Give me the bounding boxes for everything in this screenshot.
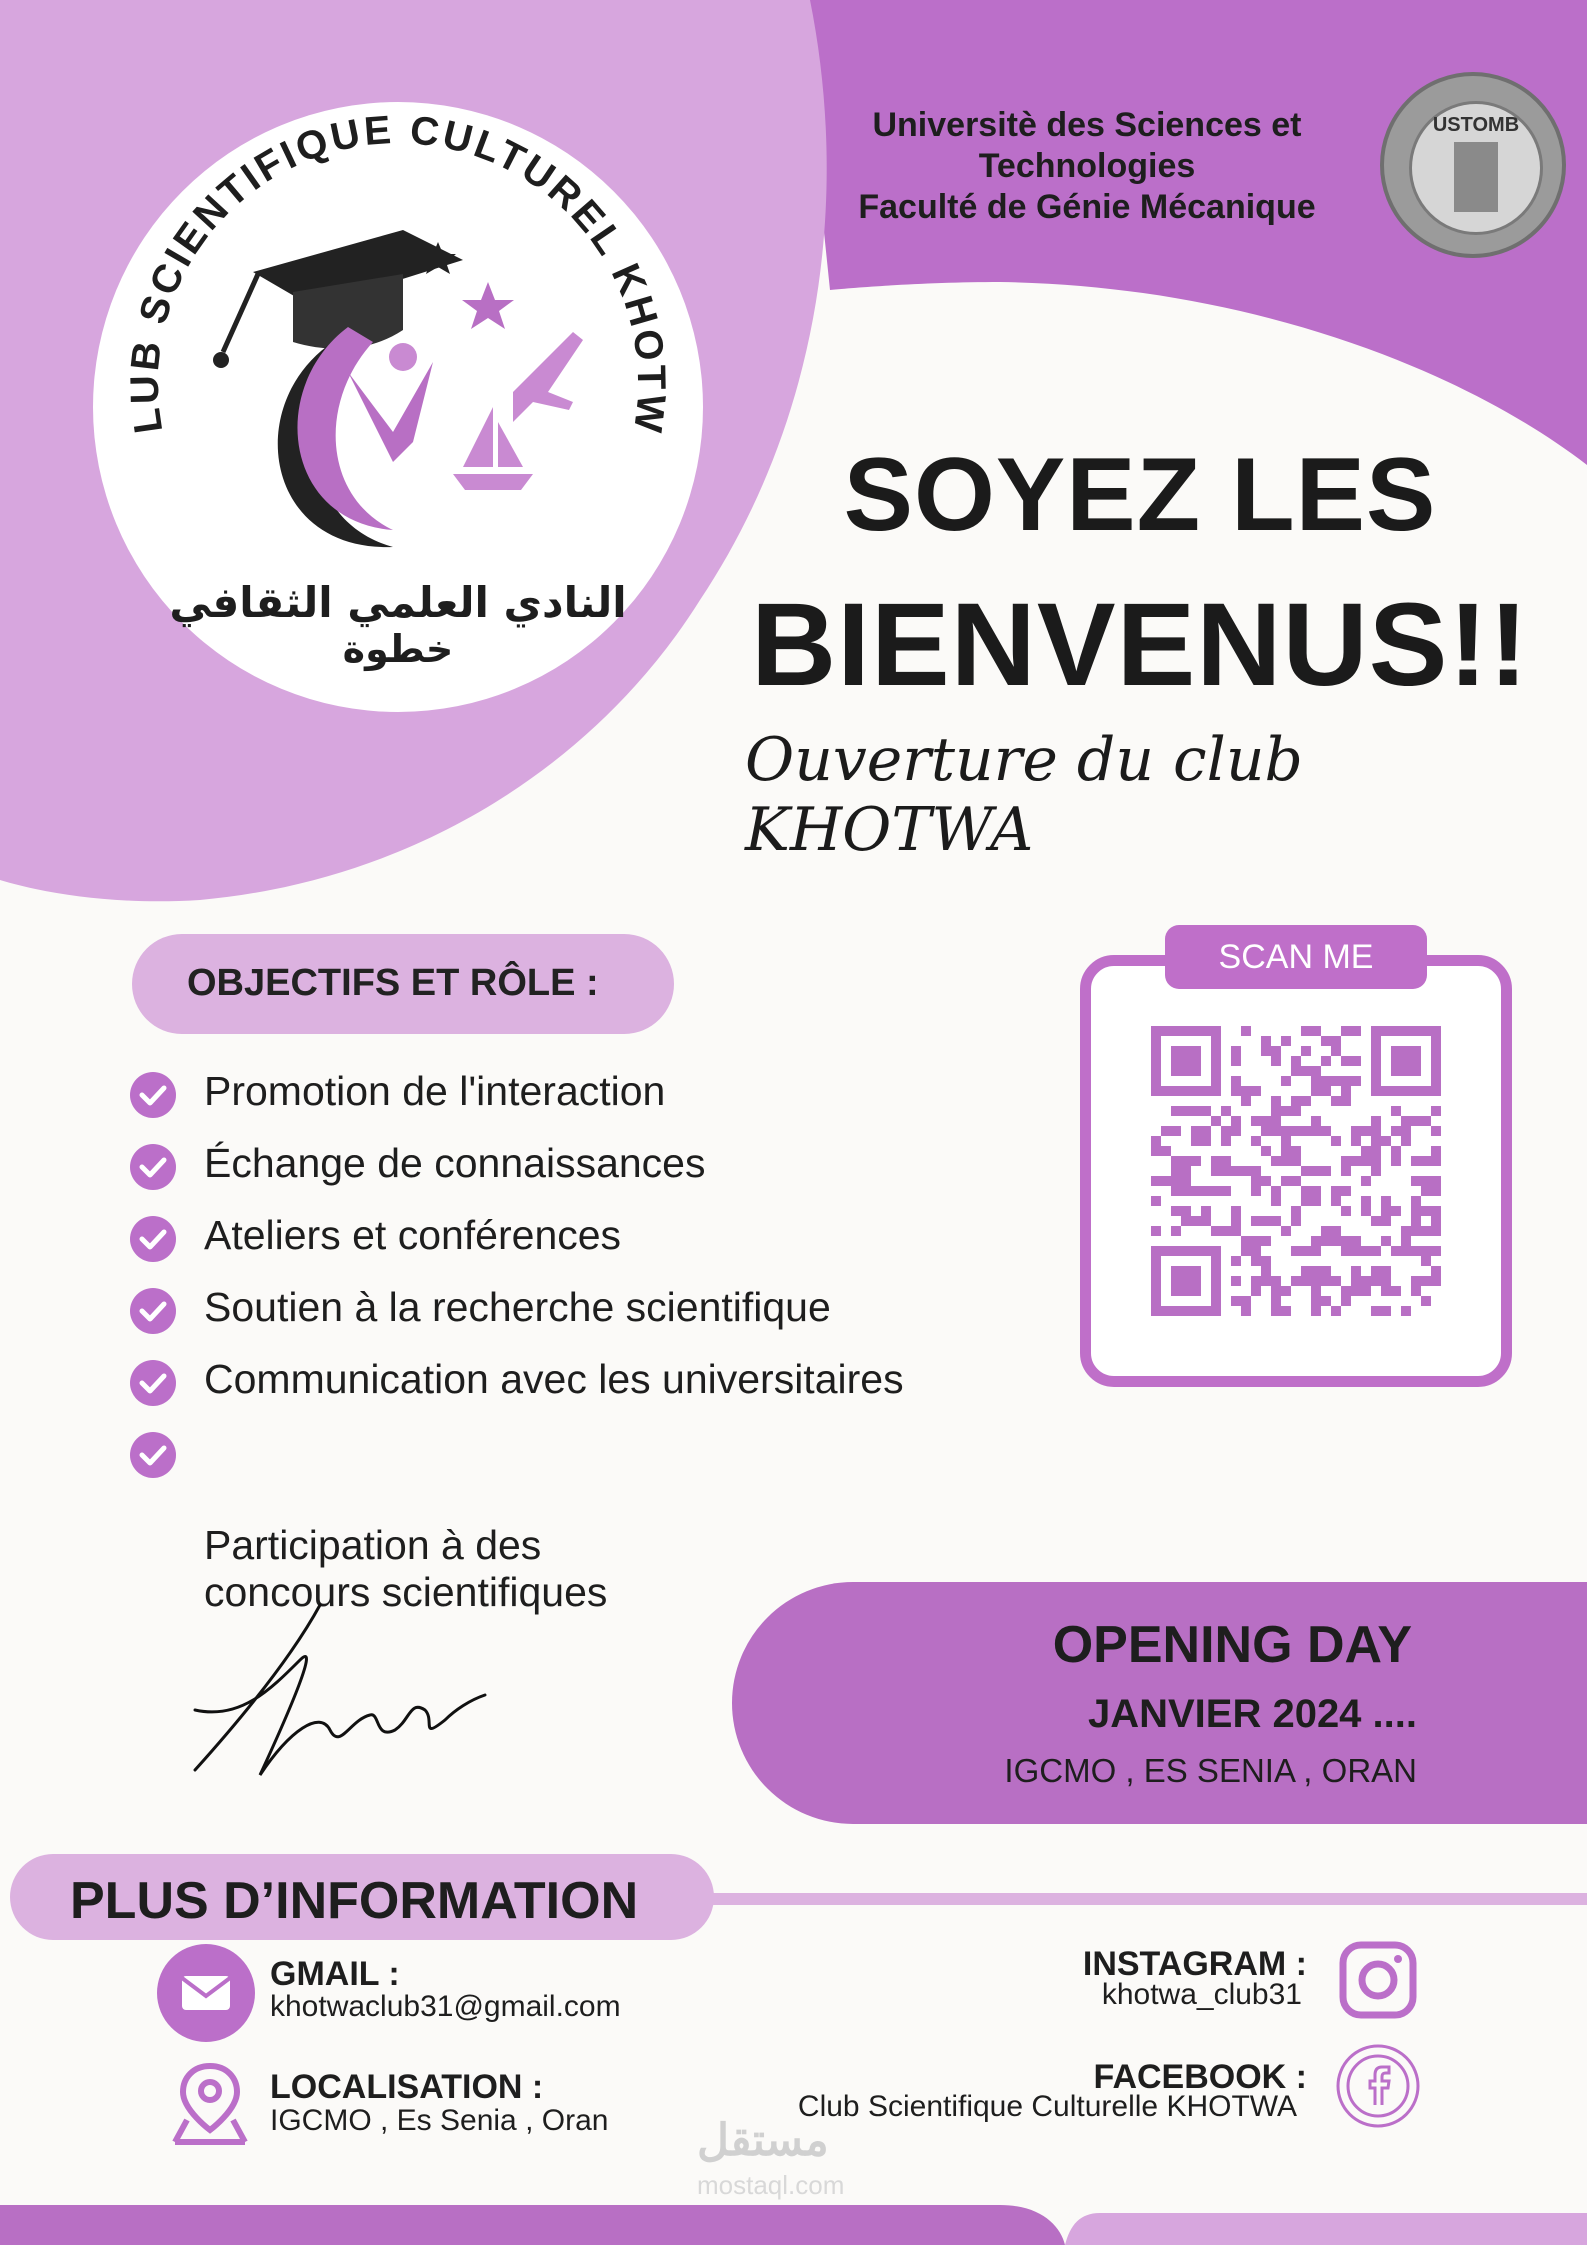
check-circle-icon — [130, 1432, 176, 1478]
university-line-3: Faculté de Génie Mécanique — [858, 188, 1316, 226]
objective-label: Échange de connaissances — [204, 1140, 706, 1186]
club-logo-art — [93, 102, 703, 712]
university-line-1: Universitè des Sciences et — [872, 106, 1302, 144]
qr-code[interactable] — [1151, 1026, 1441, 1316]
objective-label: Soutien à la recherche scientifique — [204, 1284, 831, 1330]
check-circle-icon — [130, 1288, 176, 1334]
university-name — [807, 105, 1367, 228]
objective-label: Communication avec les universitaires — [204, 1356, 904, 1402]
location-pin-icon — [165, 2058, 255, 2148]
facebook-link[interactable]: Club Scientifique Culturelle KHOTWA — [797, 2090, 1297, 2123]
event-date: JANVIER 2024 .... — [1087, 1692, 1417, 1736]
objective-label: Promotion de l'interaction — [204, 1068, 666, 1114]
event-title: OPENING DAY — [1052, 1616, 1412, 1674]
objectives-list — [130, 1068, 1184, 1641]
instagram-label: INSTAGRAM : — [1082, 1945, 1307, 1983]
list-item — [130, 1140, 1184, 1187]
facebook-label: FACEBOOK : — [1093, 2058, 1307, 2096]
objective-label: Participation à des concours scientifiques — [204, 1522, 608, 1615]
info-heading-pill — [10, 1854, 714, 1940]
info-heading: PLUS D’INFORMATION — [70, 1872, 639, 1930]
instagram-icon[interactable] — [1338, 1940, 1418, 2020]
university-line-2: Technologies — [978, 147, 1196, 185]
gmail-label: GMAIL : — [270, 1955, 400, 1993]
signature — [180, 1600, 500, 1780]
club-logo — [93, 102, 703, 712]
list-item — [130, 1212, 1184, 1259]
logo-arc-text: LUB SCIENTIFIQUE CULTUREL KHOTW — [122, 107, 674, 437]
scan-me-label: SCAN ME — [1165, 925, 1427, 989]
bottom-bar — [0, 2195, 1587, 2245]
logo-arabic-1: النادي العلمي الثقافي — [169, 578, 627, 627]
facebook-icon[interactable] — [1335, 2043, 1421, 2129]
star-icon — [462, 282, 514, 329]
objectives-heading: OBJECTIFS ET RÔLE : — [187, 962, 599, 1004]
list-item — [130, 1284, 1184, 1331]
objective-label: Ateliers et conférences — [204, 1212, 622, 1258]
logo-arabic-2: خطوة — [342, 627, 454, 671]
location-value: IGCMO , Es Senia , Oran — [270, 2104, 609, 2137]
university-seal — [1380, 72, 1566, 258]
hero-title-line-2: BIENVENUS!! — [750, 579, 1530, 711]
list-item — [130, 1356, 1184, 1403]
check-circle-icon — [130, 1360, 176, 1406]
check-circle-icon — [130, 1216, 176, 1262]
list-item — [130, 1068, 1184, 1115]
info-divider — [700, 1893, 1587, 1905]
watermark-latin: mostaql.com — [697, 2170, 845, 2200]
watermark-arabic: مستقل — [697, 2116, 829, 2165]
objectives-heading-pill — [132, 934, 674, 1034]
seal-text: USTOMB — [1432, 114, 1520, 136]
location-label: LOCALISATION : — [270, 2068, 544, 2106]
check-circle-icon — [130, 1144, 176, 1190]
event-location: IGCMO , ES SENIA , ORAN — [1004, 1752, 1417, 1789]
instagram-link[interactable]: khotwa_club31 — [1101, 1978, 1302, 2011]
hero-subtitle: Ouverture du club KHOTWA — [745, 725, 1303, 865]
qr-code-frame[interactable] — [1080, 955, 1512, 1387]
airplane-icon — [513, 332, 583, 422]
check-circle-icon — [130, 1072, 176, 1118]
gmail-link[interactable]: khotwaclub31@gmail.com — [270, 1990, 621, 2023]
mail-icon — [157, 1944, 255, 2042]
hero-title-line-1: SOYEZ LES — [843, 437, 1437, 553]
sailboat-icon — [453, 407, 533, 490]
